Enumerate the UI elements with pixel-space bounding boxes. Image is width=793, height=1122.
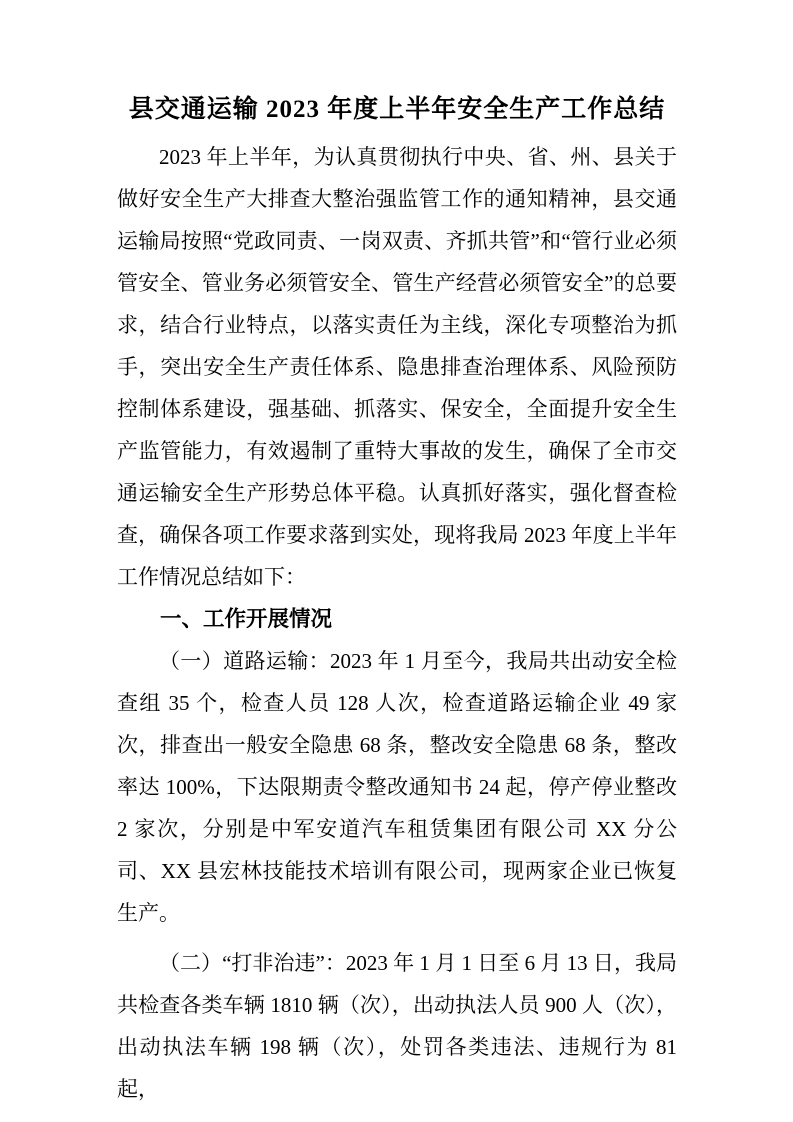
document-title: 县交通运输 2023 年度上半年安全生产工作总结: [128, 96, 666, 123]
section-heading-work-progress: 一、工作开展情况: [160, 607, 333, 631]
paragraph-crackdown: （二）“打非治违”：2023 年 1 月 1 日至 6 月 13 日，我局共检查各类车辆 1810 辆（次），出动执法人员 900 人（次），出动执法车辆 198 辆（次），处罚各类违法、违规行为 81 起，: [117, 951, 677, 1101]
intro-paragraph: 2023 年上半年，为认真贯彻执行中央、省、州、县关于做好安全生产大排查大整治强监管工作的通知精神，县交通运输局按照“党政同责、一岗双责、齐抓共管”和“管行业必须管安全、管业务必须管安全、管生产经营必须管安全”的总要求，结合行业特点，以落实责任为主线，深化专项整治为抓手，突出安全生产责任体系、隐患排查治理体系、风险预防控制体系建设，强基础、抓落实、保安全，全面提升安全生产监管能力，有效遏制了重特大事故的发生，确保了全市交通运输安全生产形势总体平稳。认真抓好落实，强化督查检查，确保各项工作要求落到实处，现将我局 2023 年度上半年工作情况总结如下：: [117, 145, 677, 589]
paragraph-road-transport: （一）道路运输：2023 年 1 月至今，我局共出动安全检查组 35 个，检查人员 128 人次，检查道路运输企业 49 家次，排查出一般安全隐患 68 条，整改安全隐患 68 条，整改率达 100%，下达限期责令整改通知书 24 起，停产停业整改 2 家次，分别是中军安道汽车租赁集团有限公司 XX 分公司、XX 县宏林技能技术培训有限公司，现两家企业已恢复生产。: [117, 649, 677, 925]
document-content: [117, 90, 677, 1110]
